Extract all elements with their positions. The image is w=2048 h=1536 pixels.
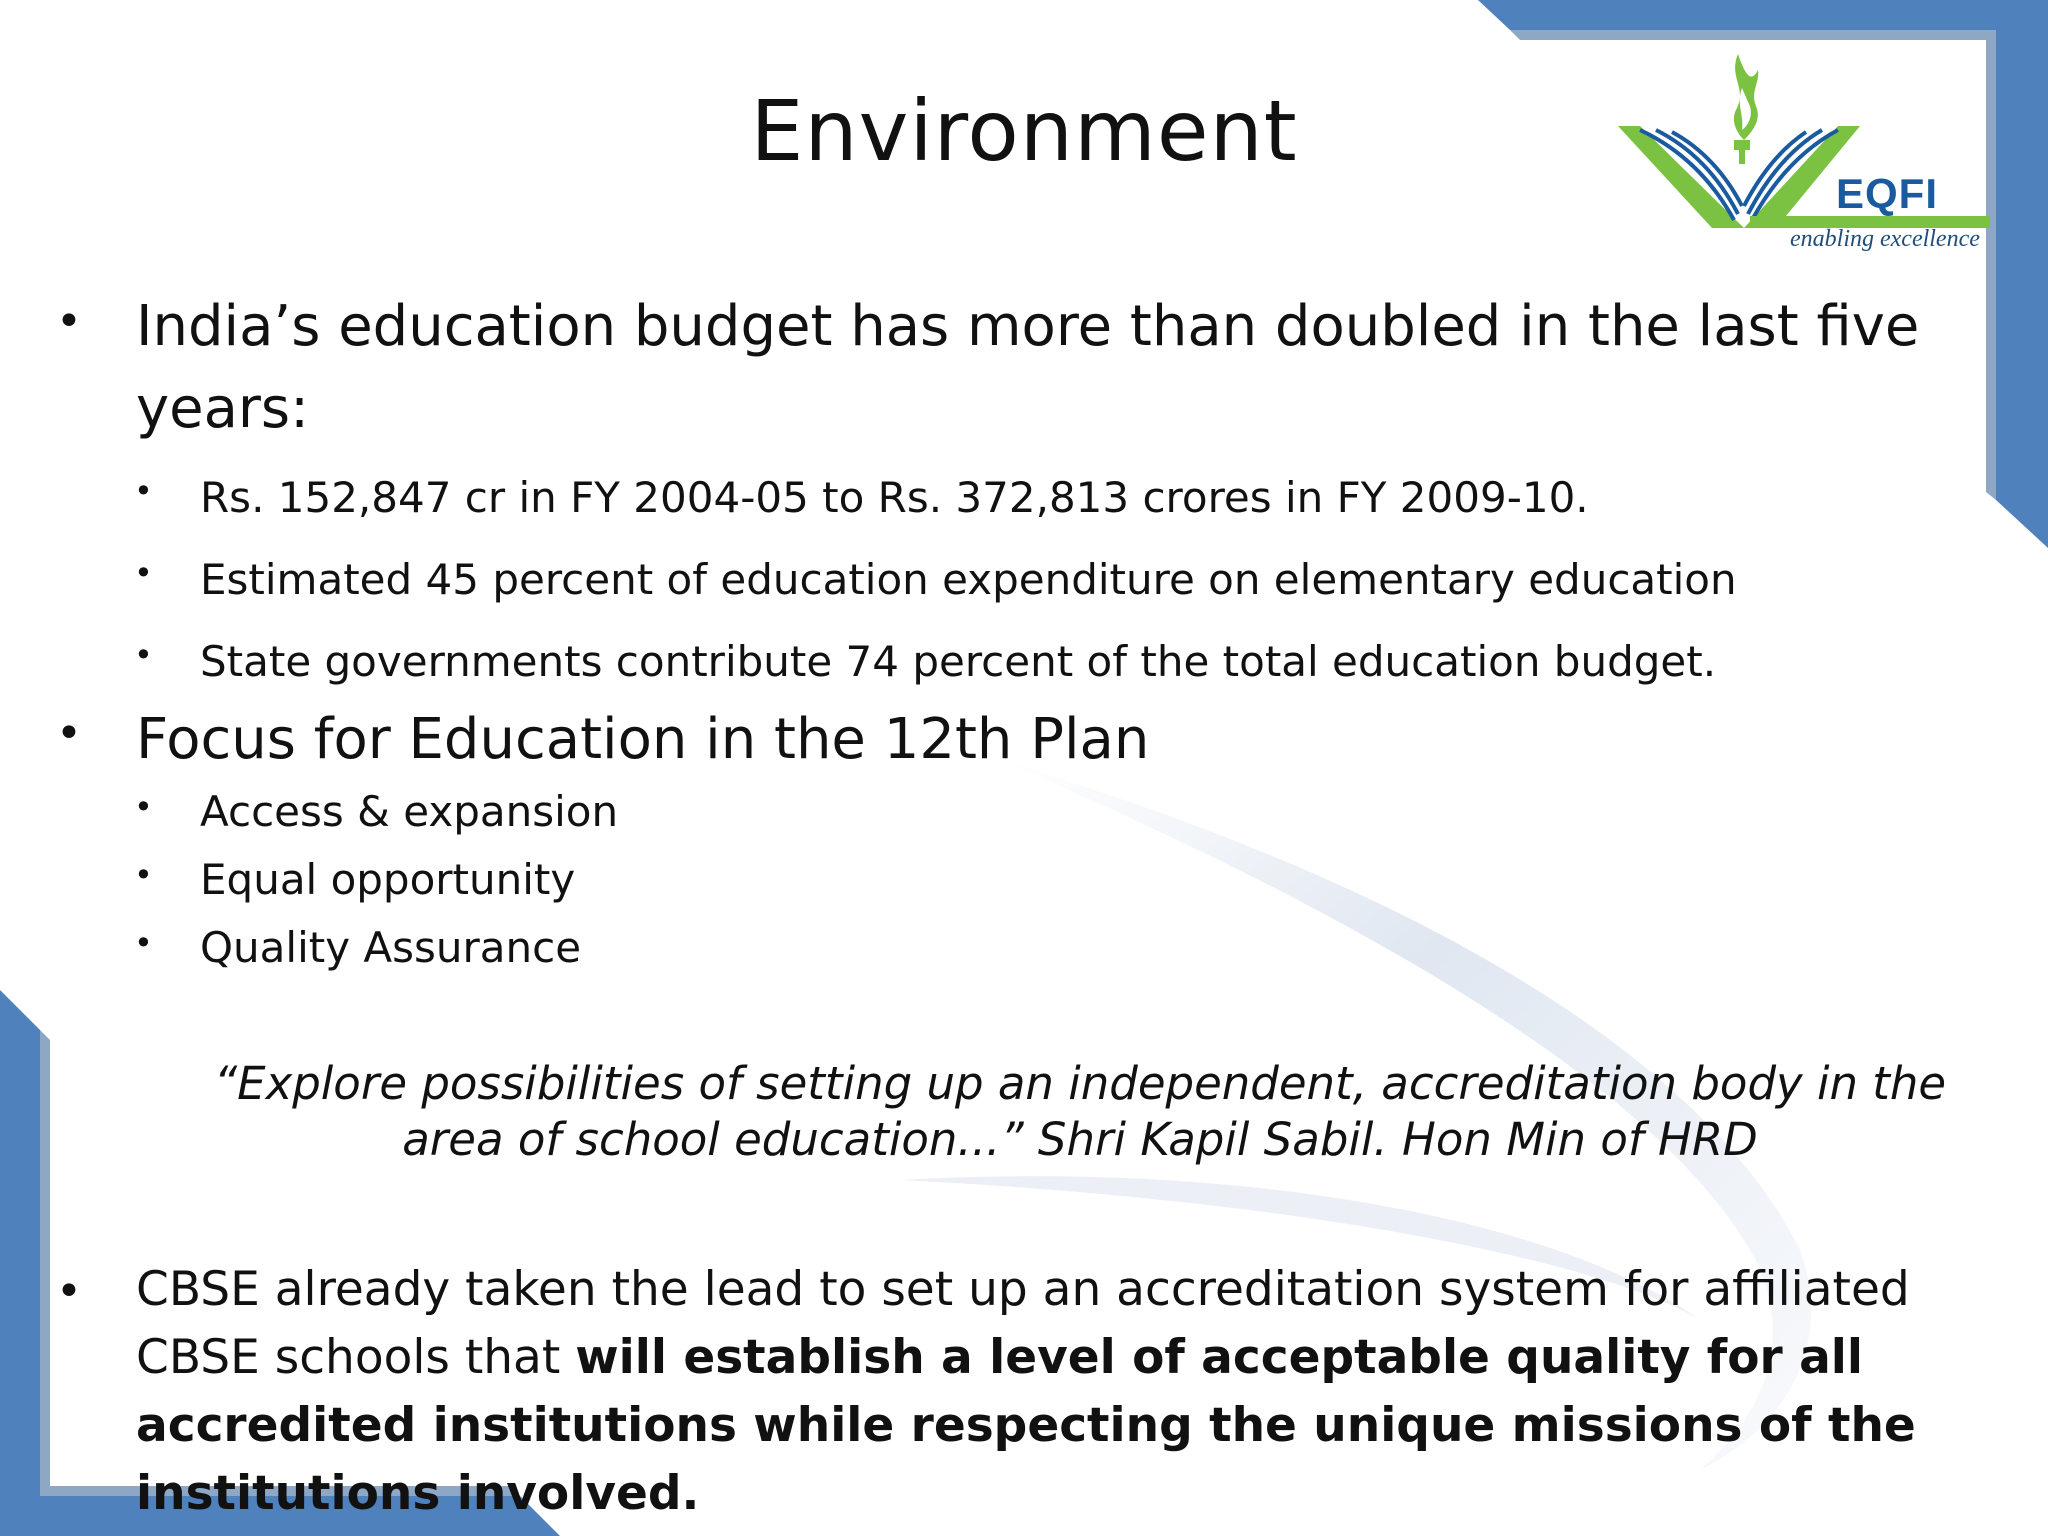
slide-title: Environment	[750, 82, 1298, 180]
sub-bullet-icon: •	[134, 636, 153, 674]
sub-bullet-icon: •	[134, 924, 153, 962]
sub-bullet-equal: Equal opportunity	[200, 855, 576, 904]
bullet-cbse	[136, 1256, 1996, 1528]
minister-quote: “Explore possibilities of setting up an independent, accreditation body in the area of school education...” Shri Kapil Sabil. Hon Min of HRD	[213, 1057, 1947, 1166]
bullet-icon: •	[56, 708, 82, 759]
sub-bullet-icon: •	[134, 472, 153, 510]
bullet-budget: India’s education budget has more than doubled in the last five years:	[136, 294, 1920, 441]
sub-bullet-state-share: State governments contribute 74 percent of the total education budget.	[200, 637, 1717, 686]
sub-bullet-budget-figures: Rs. 152,847 cr in FY 2004-05 to Rs. 372,813 crores in FY 2009-10.	[200, 473, 1589, 522]
sub-bullet-icon: •	[134, 788, 153, 826]
bullet-12th-plan: Focus for Education in the 12th Plan	[136, 707, 1150, 772]
bullet-icon: •	[56, 1266, 82, 1317]
cbse-text: CBSE already taken the lead to set up an accreditation system for affiliated CBSE schools that	[136, 1262, 1910, 1385]
bullet-icon: •	[56, 296, 82, 347]
sub-bullet-icon: •	[134, 554, 153, 592]
sub-bullet-quality: Quality Assurance	[200, 923, 582, 972]
sub-bullet-icon: •	[134, 856, 153, 894]
logo-abbreviation: EQFI	[1836, 170, 1939, 217]
logo-tagline: enabling excellence	[1790, 226, 1980, 252]
cbse-emphasis: will establish a level of acceptable quality for all accredited institutions while respecting the unique missions of the institutions involved.	[136, 1330, 1916, 1521]
sub-bullet-access: Access & expansion	[200, 787, 619, 836]
sub-bullet-elementary: Estimated 45 percent of education expenditure on elementary education	[200, 555, 1737, 604]
